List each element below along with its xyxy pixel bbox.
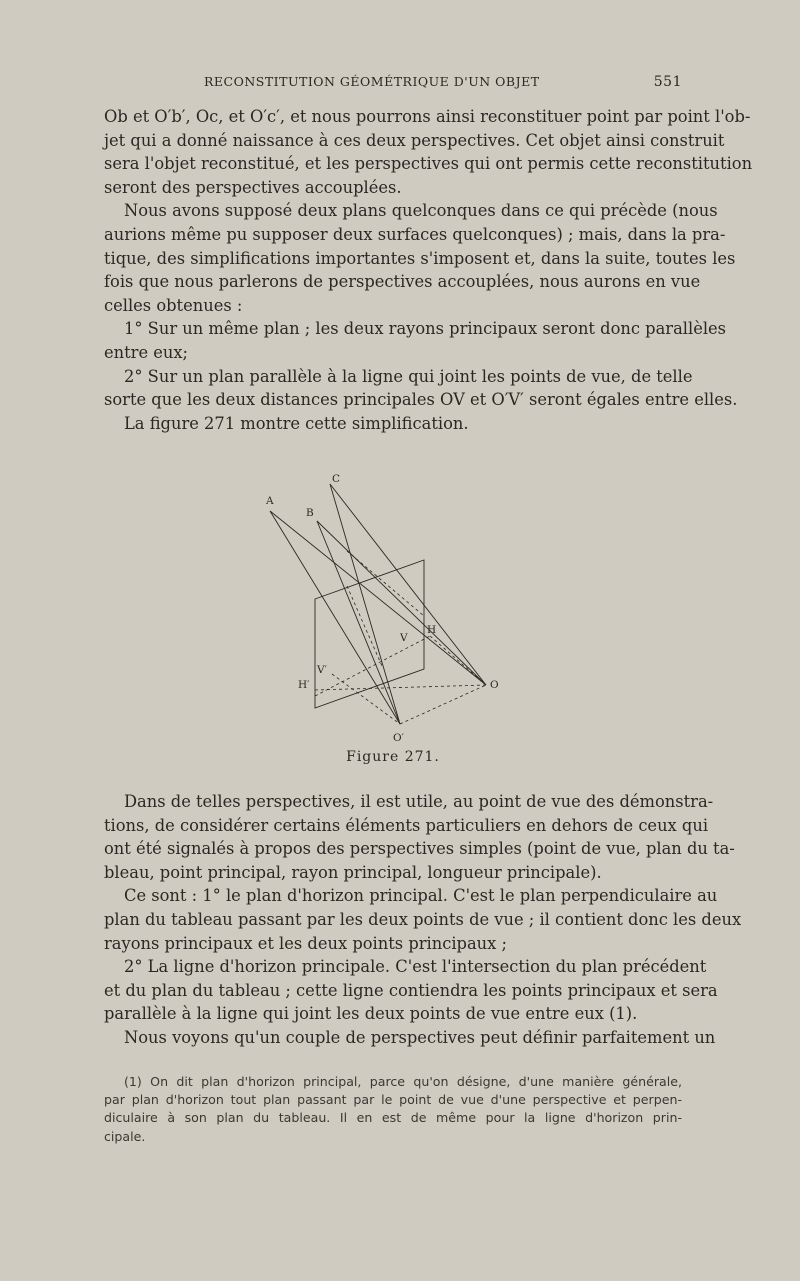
text-line: et du plan du tableau ; cette ligne contiendra les points principaux et sera: [104, 980, 718, 1000]
running-header: [104, 74, 682, 94]
label-V-prime: V′: [317, 664, 327, 676]
text-line: 1° Sur un même plan ; les deux rayons principaux seront donc parallèles: [124, 319, 727, 339]
construction-line: [347, 586, 382, 666]
text-line: parallèle à la ligne qui joint les deux points de vue entre eux (1).: [104, 1004, 638, 1024]
footnote-line: cipale.: [104, 1128, 146, 1144]
text-line: Ob et O′b′, Oc, et O′c′, et nous pourrons ainsi reconstituer point par point l'ob-: [104, 107, 751, 126]
text-line: seront des perspectives accouplées.: [104, 177, 402, 197]
label-C: C: [332, 473, 341, 485]
body-text-top: [104, 105, 753, 435]
label-O-prime: O′: [393, 732, 404, 744]
label-H-prime: H′: [298, 679, 310, 691]
footnote-line: diculaire à son plan du tableau. Il en est de même pour la ligne d'horizon prin-: [104, 1110, 682, 1126]
text-line: sera l'objet reconstitué, et les perspectives qui ont permis cette reconstitution: [104, 154, 753, 174]
page-number: 551: [653, 74, 682, 90]
principal-ray-O: [430, 636, 486, 685]
ray-line: [270, 511, 400, 724]
text-line: entre eux;: [104, 342, 189, 362]
text-line: La figure 271 montre cette simplification.: [124, 413, 469, 433]
label-H: H: [427, 624, 437, 636]
ray-line: [317, 521, 486, 685]
text-line: Ce sont : 1° le plan d'horizon principal. C'est le plan perpendiculaire au: [124, 886, 718, 906]
ray-line: [330, 484, 486, 685]
running-title: RECONSTITUTION GÉOMÉTRIQUE D'UN OBJET: [204, 74, 540, 89]
text-line: Nous avons supposé deux plans quelconques dans ce qui précède (nous: [124, 201, 718, 221]
text-line: jet qui a donné naissance à ces deux perspectives. Cet objet ainsi construit: [104, 130, 725, 150]
text-line: tions, de considérer certains éléments particuliers en dehors de ceux qui: [104, 815, 709, 835]
text-line: 2° La ligne d'horizon principale. C'est l'intersection du plan précédent: [124, 957, 707, 977]
footnote-line: par plan d'horizon tout plan passant par le point de vue d'une perspective et perpen-: [104, 1092, 682, 1108]
text-line: bleau, point principal, rayon principal, longueur principale).: [104, 862, 602, 882]
footnote-line: (1) On dit plan d'horizon principal, parce qu'on désigne, d'une manière générale,: [124, 1074, 682, 1089]
text-line: Nous voyons qu'un couple de perspectives peut définir parfaitement un: [124, 1027, 716, 1047]
text-line: celles obtenues :: [104, 295, 243, 315]
label-V: V: [400, 632, 408, 644]
footnote: [104, 1073, 682, 1146]
text-line: sorte que les deux distances principales OV et O′V′ seront égales entre elles.: [104, 390, 738, 410]
text-line: aurions même pu supposer deux surfaces quelconques) ; mais, dans la pra-: [104, 224, 726, 244]
picture-plane: [315, 560, 424, 708]
horizon-line: [315, 685, 486, 690]
figure-271-diagram: [262, 466, 512, 744]
body-text-bottom: [104, 790, 742, 1050]
text-line: fois que nous parlerons de perspectives accouplées, nous aurons en vue: [104, 272, 701, 292]
ray-line: [270, 511, 486, 685]
text-line: rayons principaux et les deux points principaux ;: [104, 933, 508, 953]
label-O: O: [490, 679, 499, 691]
text-line: Dans de telles perspectives, il est utile, au point de vue des démonstra-: [124, 792, 714, 811]
text-line: tique, des simplifications importantes s'imposent et, dans la suite, toutes les: [104, 248, 736, 268]
baseline-OO: [400, 685, 486, 724]
label-A: A: [266, 495, 274, 507]
text-line: 2° Sur un plan parallèle à la ligne qui joint les points de vue, de telle: [124, 366, 693, 386]
text-line: ont été signalés à propos des perspectives simples (point de vue, plan du ta-: [104, 839, 735, 859]
figure-caption: Figure 271.: [346, 749, 440, 765]
label-B: B: [306, 507, 314, 519]
text-line: plan du tableau passant par les deux points de vue ; il contient donc les deux: [104, 909, 742, 929]
